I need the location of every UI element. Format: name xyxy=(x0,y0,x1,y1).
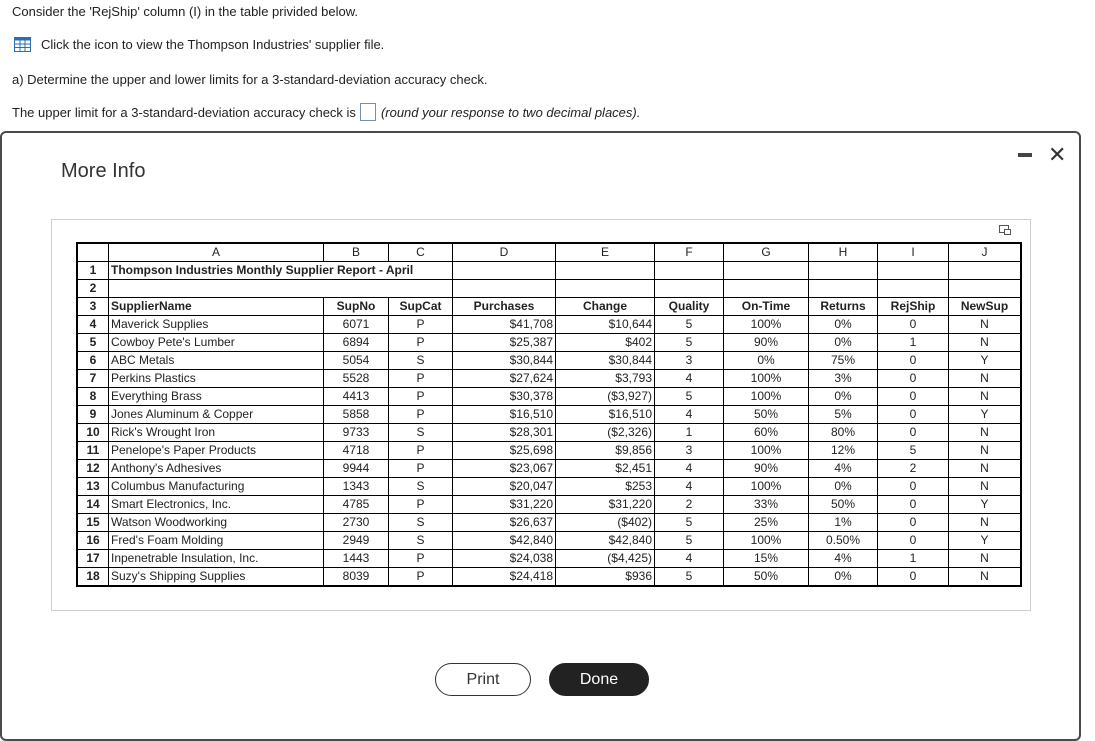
table-cell: 3% xyxy=(809,370,878,388)
table-cell: 0 xyxy=(878,478,949,496)
table-cell: Rick's Wrought Iron xyxy=(109,424,324,442)
table-cell: 0% xyxy=(809,568,878,587)
table-cell: 25% xyxy=(724,514,809,532)
table-cell: 0 xyxy=(878,514,949,532)
column-header: SupCat xyxy=(389,298,453,316)
expand-icon[interactable] xyxy=(999,225,1011,235)
table-cell: 5528 xyxy=(324,370,389,388)
column-header: RejShip xyxy=(878,298,949,316)
table-cell: P xyxy=(389,442,453,460)
spreadsheet-panel xyxy=(51,219,1031,611)
table-cell: 5 xyxy=(655,514,724,532)
table-cell: $30,844 xyxy=(453,352,556,370)
table-cell: 6894 xyxy=(324,334,389,352)
table-cell: ($3,927) xyxy=(556,388,655,406)
upper-limit-answer-input[interactable] xyxy=(360,103,376,121)
table-cell: Fred's Foam Molding xyxy=(109,532,324,550)
empty-cell xyxy=(809,280,878,298)
table-cell: 4 xyxy=(655,460,724,478)
table-cell: $20,047 xyxy=(453,478,556,496)
table-cell: 1 xyxy=(878,334,949,352)
row-number: 9 xyxy=(77,406,109,424)
table-cell: 5054 xyxy=(324,352,389,370)
empty-cell xyxy=(655,262,724,280)
table-cell: 0 xyxy=(878,568,949,587)
print-button[interactable]: Print xyxy=(435,663,531,696)
table-cell: $253 xyxy=(556,478,655,496)
row-number: 13 xyxy=(77,478,109,496)
table-cell: N xyxy=(949,514,1022,532)
table-cell: 0.50% xyxy=(809,532,878,550)
table-cell: Cowboy Pete's Lumber xyxy=(109,334,324,352)
table-cell: P xyxy=(389,370,453,388)
table-cell: $30,844 xyxy=(556,352,655,370)
table-cell: 50% xyxy=(724,406,809,424)
empty-cell xyxy=(453,262,556,280)
table-cell: $27,624 xyxy=(453,370,556,388)
done-button[interactable]: Done xyxy=(549,663,649,696)
table-cell: N xyxy=(949,460,1022,478)
row-number: 15 xyxy=(77,514,109,532)
table-cell: N xyxy=(949,568,1022,587)
empty-cell xyxy=(724,280,809,298)
table-cell: 0 xyxy=(878,316,949,334)
table-cell: P xyxy=(389,388,453,406)
empty-cell xyxy=(949,262,1022,280)
table-cell: 1% xyxy=(809,514,878,532)
table-row xyxy=(77,334,1021,352)
table-cell: Watson Woodworking xyxy=(109,514,324,532)
column-letter: J xyxy=(949,243,1022,262)
table-cell: 15% xyxy=(724,550,809,568)
table-row xyxy=(77,406,1021,424)
minimize-icon[interactable] xyxy=(1018,153,1032,157)
column-header: Returns xyxy=(809,298,878,316)
table-cell: 0% xyxy=(809,316,878,334)
table-cell: 60% xyxy=(724,424,809,442)
table-cell: N xyxy=(949,478,1022,496)
table-cell: 75% xyxy=(809,352,878,370)
table-cell: S xyxy=(389,514,453,532)
table-cell: 5 xyxy=(655,388,724,406)
column-letter: E xyxy=(556,243,655,262)
table-cell: $26,637 xyxy=(453,514,556,532)
table-cell: $25,698 xyxy=(453,442,556,460)
header-row xyxy=(77,298,1021,316)
table-cell: Inpenetrable Insulation, Inc. xyxy=(109,550,324,568)
table-cell: 2949 xyxy=(324,532,389,550)
row-number: 17 xyxy=(77,550,109,568)
table-cell: ($4,425) xyxy=(556,550,655,568)
empty-cell xyxy=(109,280,453,298)
table-cell: 0 xyxy=(878,370,949,388)
table-cell: 1343 xyxy=(324,478,389,496)
table-row xyxy=(77,262,1021,280)
table-cell: $16,510 xyxy=(453,406,556,424)
table-cell: ABC Metals xyxy=(109,352,324,370)
table-cell: $42,840 xyxy=(453,532,556,550)
table-cell: Columbus Manufacturing xyxy=(109,478,324,496)
table-cell: 4 xyxy=(655,478,724,496)
table-cell: $9,856 xyxy=(556,442,655,460)
table-cell: 1443 xyxy=(324,550,389,568)
table-row xyxy=(77,478,1021,496)
table-cell: P xyxy=(389,406,453,424)
table-cell: 5 xyxy=(655,334,724,352)
question-intro: Consider the 'RejShip' column (I) in the table privided below. xyxy=(12,4,359,19)
report-title: Thompson Industries Monthly Supplier Report - April xyxy=(109,262,453,280)
table-row xyxy=(77,388,1021,406)
table-cell: 100% xyxy=(724,370,809,388)
table-cell: P xyxy=(389,568,453,587)
table-cell: 100% xyxy=(724,388,809,406)
table-cell: 0 xyxy=(878,352,949,370)
table-cell: N xyxy=(949,316,1022,334)
table-cell: 5 xyxy=(655,316,724,334)
table-cell: $28,301 xyxy=(453,424,556,442)
table-cell: 5% xyxy=(809,406,878,424)
table-cell: 0 xyxy=(878,496,949,514)
row-number: 4 xyxy=(77,316,109,334)
table-cell: Y xyxy=(949,532,1022,550)
table-cell: 4 xyxy=(655,550,724,568)
empty-cell xyxy=(809,262,878,280)
table-cell: 0 xyxy=(878,424,949,442)
table-cell: 5 xyxy=(655,568,724,587)
table-cell: N xyxy=(949,550,1022,568)
table-cell: Y xyxy=(949,406,1022,424)
upper-limit-prefix: The upper limit for a 3-standard-deviation accuracy check is xyxy=(12,104,356,120)
column-letter: G xyxy=(724,243,809,262)
table-cell: 5 xyxy=(655,532,724,550)
row-number: 16 xyxy=(77,532,109,550)
table-row xyxy=(77,514,1021,532)
empty-cell xyxy=(453,280,556,298)
table-cell: $24,418 xyxy=(453,568,556,587)
row-number: 5 xyxy=(77,334,109,352)
table-cell: S xyxy=(389,478,453,496)
empty-cell xyxy=(878,280,949,298)
table-row xyxy=(77,568,1021,587)
table-row xyxy=(77,496,1021,514)
table-row xyxy=(77,316,1021,334)
table-row xyxy=(77,352,1021,370)
supplier-report-table xyxy=(76,242,1022,587)
table-cell: 9944 xyxy=(324,460,389,478)
column-header: Change xyxy=(556,298,655,316)
row-number: 2 xyxy=(77,280,109,298)
table-cell: Everything Brass xyxy=(109,388,324,406)
empty-cell xyxy=(949,280,1022,298)
table-cell: 4 xyxy=(655,406,724,424)
table-cell: $42,840 xyxy=(556,532,655,550)
supplier-file-link-row[interactable] xyxy=(14,37,384,52)
table-cell: $16,510 xyxy=(556,406,655,424)
column-header: On-Time xyxy=(724,298,809,316)
column-letter: C xyxy=(389,243,453,262)
table-cell: $31,220 xyxy=(556,496,655,514)
table-cell: $936 xyxy=(556,568,655,587)
table-cell: S xyxy=(389,532,453,550)
table-cell: 50% xyxy=(809,496,878,514)
table-cell: $41,708 xyxy=(453,316,556,334)
table-cell: 0% xyxy=(809,334,878,352)
column-header: Quality xyxy=(655,298,724,316)
table-row xyxy=(77,424,1021,442)
table-row xyxy=(77,442,1021,460)
table-cell: $25,387 xyxy=(453,334,556,352)
table-cell: $2,451 xyxy=(556,460,655,478)
table-row xyxy=(77,370,1021,388)
table-cell: N xyxy=(949,370,1022,388)
table-cell: 33% xyxy=(724,496,809,514)
table-cell: P xyxy=(389,316,453,334)
table-cell: $402 xyxy=(556,334,655,352)
table-cell: $3,793 xyxy=(556,370,655,388)
table-cell: 8039 xyxy=(324,568,389,587)
table-cell: 100% xyxy=(724,316,809,334)
column-letter: D xyxy=(453,243,556,262)
table-cell: 100% xyxy=(724,532,809,550)
table-cell: 2 xyxy=(655,496,724,514)
table-cell: 4 xyxy=(655,370,724,388)
table-cell: N xyxy=(949,424,1022,442)
table-cell: 1 xyxy=(655,424,724,442)
table-cell: P xyxy=(389,550,453,568)
row-number: 10 xyxy=(77,424,109,442)
table-cell: N xyxy=(949,334,1022,352)
row-number: 14 xyxy=(77,496,109,514)
table-cell: 2730 xyxy=(324,514,389,532)
table-cell: 0% xyxy=(809,478,878,496)
corner-cell xyxy=(77,243,109,262)
empty-cell xyxy=(878,262,949,280)
table-cell: $31,220 xyxy=(453,496,556,514)
column-letter: F xyxy=(655,243,724,262)
empty-cell xyxy=(556,262,655,280)
table-cell: Y xyxy=(949,352,1022,370)
table-cell: 0 xyxy=(878,406,949,424)
row-number: 1 xyxy=(77,262,109,280)
table-cell: 4% xyxy=(809,460,878,478)
column-header: SupNo xyxy=(324,298,389,316)
table-cell: N xyxy=(949,388,1022,406)
column-header: SupplierName xyxy=(109,298,324,316)
row-number: 3 xyxy=(77,298,109,316)
table-cell: Anthony's Adhesives xyxy=(109,460,324,478)
column-header: NewSup xyxy=(949,298,1022,316)
empty-cell xyxy=(655,280,724,298)
table-cell: 50% xyxy=(724,568,809,587)
upper-limit-row xyxy=(12,103,640,121)
table-cell: Maverick Supplies xyxy=(109,316,324,334)
table-cell: P xyxy=(389,334,453,352)
table-cell: Perkins Plastics xyxy=(109,370,324,388)
table-cell: 4% xyxy=(809,550,878,568)
table-cell: 4718 xyxy=(324,442,389,460)
row-number: 18 xyxy=(77,568,109,587)
row-number: 7 xyxy=(77,370,109,388)
table-cell: Smart Electronics, Inc. xyxy=(109,496,324,514)
dialog-title: More Info xyxy=(61,160,146,182)
table-cell: 0 xyxy=(878,388,949,406)
table-cell: Suzy's Shipping Supplies xyxy=(109,568,324,587)
table-cell: 80% xyxy=(809,424,878,442)
table-cell: N xyxy=(949,442,1022,460)
table-cell: $10,644 xyxy=(556,316,655,334)
table-cell: S xyxy=(389,424,453,442)
table-cell: 6071 xyxy=(324,316,389,334)
column-letter-row xyxy=(77,243,1021,262)
column-letter: B xyxy=(324,243,389,262)
table-cell: P xyxy=(389,460,453,478)
table-cell: 5858 xyxy=(324,406,389,424)
table-cell: 0 xyxy=(878,532,949,550)
table-cell: $24,038 xyxy=(453,550,556,568)
table-cell: ($2,326) xyxy=(556,424,655,442)
table-cell: 0% xyxy=(724,352,809,370)
table-cell: 1 xyxy=(878,550,949,568)
table-cell: $23,067 xyxy=(453,460,556,478)
table-cell: 3 xyxy=(655,442,724,460)
table-cell: Jones Aluminum & Copper xyxy=(109,406,324,424)
row-number: 11 xyxy=(77,442,109,460)
empty-cell xyxy=(556,280,655,298)
table-cell: $30,378 xyxy=(453,388,556,406)
supplier-file-text: Click the icon to view the Thompson Industries' supplier file. xyxy=(41,37,385,52)
table-row xyxy=(77,460,1021,478)
table-row xyxy=(77,550,1021,568)
column-letter: A xyxy=(109,243,324,262)
table-cell: 90% xyxy=(724,460,809,478)
upper-limit-hint: (round your response to two decimal places). xyxy=(380,104,641,120)
table-cell: 3 xyxy=(655,352,724,370)
table-cell: 4785 xyxy=(324,496,389,514)
table-cell: 0% xyxy=(809,388,878,406)
table-cell: Y xyxy=(949,496,1022,514)
table-cell: 100% xyxy=(724,442,809,460)
table-row xyxy=(77,532,1021,550)
row-number: 6 xyxy=(77,352,109,370)
column-header: Purchases xyxy=(453,298,556,316)
column-letter: I xyxy=(878,243,949,262)
table-cell: 4413 xyxy=(324,388,389,406)
row-number: 8 xyxy=(77,388,109,406)
table-cell: ($402) xyxy=(556,514,655,532)
table-cell: P xyxy=(389,496,453,514)
table-cell: 5 xyxy=(878,442,949,460)
column-letter: H xyxy=(809,243,878,262)
table-cell: 9733 xyxy=(324,424,389,442)
more-info-dialog xyxy=(0,131,1081,741)
table-cell: 90% xyxy=(724,334,809,352)
table-row xyxy=(77,280,1021,298)
close-icon[interactable]: ✕ xyxy=(1048,142,1067,167)
table-cell: 100% xyxy=(724,478,809,496)
table-cell: 2 xyxy=(878,460,949,478)
table-cell: S xyxy=(389,352,453,370)
table-cell: 12% xyxy=(809,442,878,460)
row-number: 12 xyxy=(77,460,109,478)
empty-cell xyxy=(724,262,809,280)
table-cell: Penelope's Paper Products xyxy=(109,442,324,460)
spreadsheet-icon[interactable] xyxy=(14,37,31,52)
question-part-a: a) Determine the upper and lower limits for a 3-standard-deviation accuracy check. xyxy=(12,72,488,87)
